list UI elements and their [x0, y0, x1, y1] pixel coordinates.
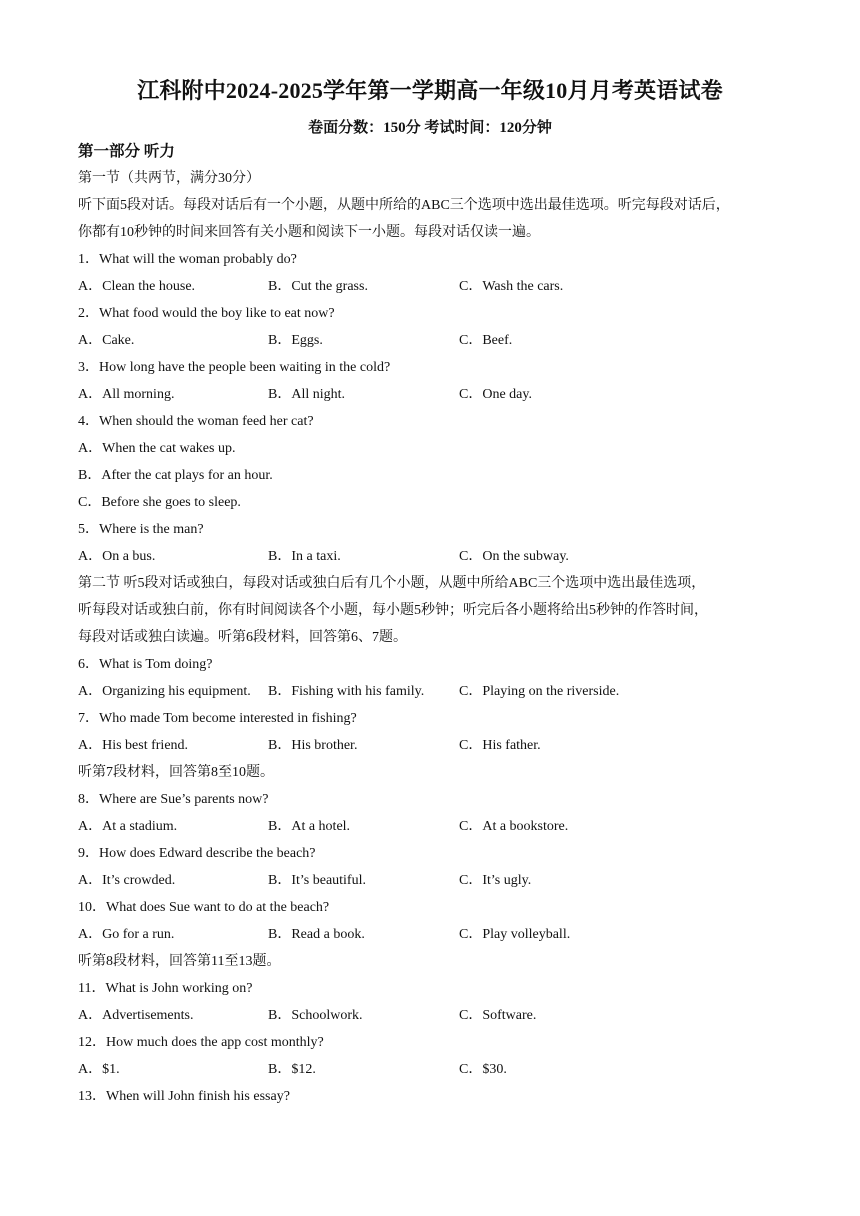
question-text: 13．When will John finish his essay?: [78, 1089, 290, 1104]
question-text: 5．Where is the man?: [78, 522, 204, 537]
option-c: C．Playing on the riverside.: [459, 684, 620, 699]
option-b: B．Schoolwork.: [268, 1008, 363, 1023]
question-text: 3．How long have the people been waiting in the cold?: [78, 360, 391, 375]
question-text: 7．Who made Tom become interested in fishing?: [78, 711, 357, 726]
option-a: A．Organizing his equipment.: [78, 684, 251, 699]
page-title: 江科附中2024-2025学年第一学期高一年级10月月考英语试卷: [137, 78, 723, 103]
option-a: A．It’s crowded.: [78, 873, 176, 888]
option-c: C．Software.: [459, 1008, 537, 1023]
option-a: A．When the cat wakes up.: [78, 441, 236, 456]
option-b: B．After the cat plays for an hour.: [78, 468, 273, 483]
option-a: A．$1.: [78, 1062, 120, 1077]
option-a: A．Go for a run.: [78, 927, 175, 942]
option-c: C．His father.: [459, 738, 541, 753]
instruction-line: 第二节 听5段对话或独白，每段对话或独白后有几个小题，从题中所给ABC三个选项中选出最佳选项，: [78, 576, 706, 591]
option-a: A．His best friend.: [78, 738, 189, 753]
option-b: B．His brother.: [268, 738, 358, 753]
option-c: C．Before she goes to sleep.: [78, 495, 241, 510]
option-b: B．All night.: [268, 387, 346, 402]
option-c: C．At a bookstore.: [459, 819, 569, 834]
question-text: 9．How does Edward describe the beach?: [78, 846, 316, 861]
option-c: C．Play volleyball.: [459, 927, 571, 942]
option-a: A．Clean the house.: [78, 279, 196, 294]
option-c: C．It’s ugly.: [459, 873, 532, 888]
question-text: 8．Where are Sue’s parents now?: [78, 792, 269, 807]
material-note: 听第7段材料，回答第8至10题。: [78, 765, 274, 780]
question-text: 2．What food would the boy like to eat now?: [78, 306, 335, 321]
material-note: 听第8段材料，回答第11至13题。: [78, 954, 281, 969]
question-text: 4．When should the woman feed her cat?: [78, 414, 314, 429]
option-b: B．Cut the grass.: [268, 279, 368, 294]
question-text: 1．What will the woman probably do?: [78, 252, 297, 267]
question-text: 10．What does Sue want to do at the beach?: [78, 900, 330, 915]
option-a: A．Advertisements.: [78, 1008, 194, 1023]
option-b: B．Eggs.: [268, 333, 323, 348]
option-b: B．$12.: [268, 1062, 316, 1077]
instruction-line: 每段对话或独白读遍。听第6段材料，回答第6、7题。: [78, 630, 407, 645]
section-heading: 第一节（共两节，满分30分）: [78, 171, 260, 186]
option-c: C．One day.: [459, 387, 532, 402]
option-b: B．In a taxi.: [268, 549, 341, 564]
instruction-line: 听下面5段对话。每段对话后有一个小题，从题中所给的ABC三个选项中选出最佳选项。听完每段对话后，: [78, 198, 730, 213]
option-a: A．On a bus.: [78, 549, 156, 564]
option-a: A．All morning.: [78, 387, 175, 402]
exam-info: 卷面分数：150分 考试时间：120分钟: [308, 120, 552, 136]
option-c: C．On the subway.: [459, 549, 569, 564]
option-c: C．Beef.: [459, 333, 513, 348]
instruction-line: 听每段对话或独白前，你有时间阅读各个小题，每小题5秒钟；听完后各小题将给出5秒钟的作答时间，: [78, 603, 708, 618]
option-b: B．At a hotel.: [268, 819, 351, 834]
option-b: B．Read a book.: [268, 927, 365, 942]
question-text: 11．What is John working on?: [78, 981, 253, 996]
question-text: 12．How much does the app cost monthly?: [78, 1035, 324, 1050]
option-a: A．Cake.: [78, 333, 135, 348]
option-a: A．At a stadium.: [78, 819, 178, 834]
question-text: 6．What is Tom doing?: [78, 657, 213, 672]
option-b: B．Fishing with his family.: [268, 684, 425, 699]
option-b: B．It’s beautiful.: [268, 873, 366, 888]
part-heading: 第一部分 听力: [78, 143, 175, 160]
option-c: C．Wash the cars.: [459, 279, 564, 294]
option-c: C．$30.: [459, 1062, 507, 1077]
instruction-line: 你都有10秒钟的时间来回答有关小题和阅读下一小题。每段对话仅读一遍。: [78, 225, 540, 240]
